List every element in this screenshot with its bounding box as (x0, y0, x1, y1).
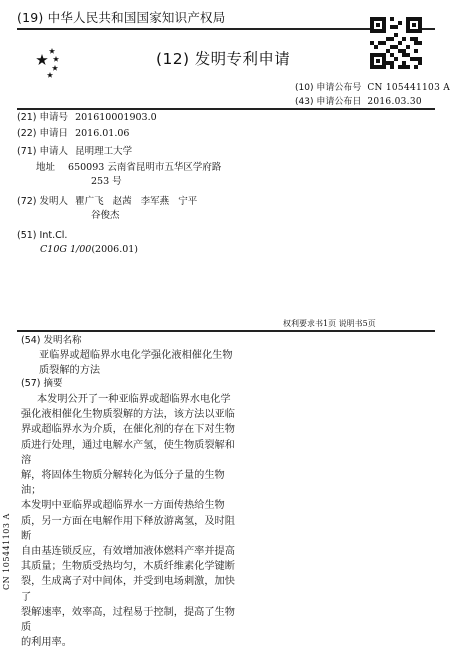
abstract-line: 强化液相催化生物质裂解的方法，该方法以亚临 (21, 409, 235, 421)
publication-number-row (295, 80, 450, 93)
title-label: (54) 发明名称 (21, 335, 82, 346)
application-number-label: (21) 申请号 (17, 112, 69, 123)
address-line-1: 650093 云南省昆明市五华区学府路 (68, 162, 222, 173)
publication-number: CN 105441103 A (367, 83, 451, 93)
inventor-row (17, 195, 197, 209)
inventor-label: (72) 发明人 (17, 196, 69, 207)
inventor-line-2-row (91, 209, 120, 223)
address-label: 地址 (36, 162, 56, 173)
title-line: 亚临界或超临界水电化学强化液相催化生物 (39, 350, 233, 361)
int-cl-classification (40, 244, 138, 255)
inventor-names-line-1: 瞿广飞 赵茜 李军燕 宁平 (75, 196, 198, 207)
application-date-label: (22) 申请日 (17, 128, 69, 139)
application-number: 201610001903.0 (75, 112, 157, 123)
abstract-line: 裂，生成离子对中间体，并受到电场刺激，加快了 (21, 576, 235, 603)
publication-date-label: (43) 申请公布日 (295, 97, 362, 107)
int-cl-code: C10G 1/00 (40, 244, 92, 255)
abstract-line: 界或超临界水为介质，在催化剂的存在下对生物 (21, 424, 235, 436)
office-name: (19) 中华人民共和国国家知识产权局 (17, 10, 226, 25)
publication-number-label: (10) 申请公布号 (295, 83, 362, 93)
abstract-line: 质，另一方面在电解作用下释放游离氢，及时阻断 (21, 515, 235, 542)
application-number-row (17, 111, 157, 125)
abstract-top-rule (17, 330, 435, 332)
cnipa-emblem-logo (22, 44, 108, 88)
application-date-row (17, 127, 129, 141)
abstract-body (21, 392, 241, 650)
invention-title (39, 348, 239, 378)
document-type-title: (12) 发明专利申请 (156, 50, 291, 68)
abstract-line: 解，将固体生物质分解转化为低分子量的生物油； (21, 470, 225, 497)
abstract-line: 的利用率。 (21, 637, 72, 649)
title-line: 质裂解的方法 (39, 365, 101, 377)
int-cl-row (17, 229, 67, 243)
publication-date: 2016.03.30 (367, 97, 422, 107)
applicant-name: 昆明理工大学 (75, 146, 133, 157)
abstract-line: 其质量；生物质受热均匀，木质纤维素化学键断 (21, 561, 235, 573)
header-bottom-rule (17, 108, 435, 110)
abstract-line: 自由基连锁反应，有效增加液体燃料产率并提高 (21, 546, 235, 558)
address-line-2-row (91, 175, 122, 189)
address-row (36, 161, 221, 175)
application-date: 2016.01.06 (75, 128, 130, 139)
publication-date-row (295, 94, 422, 107)
abstract-line: 裂解速率，效率高，过程易于控制，提高了生物质 (21, 606, 235, 634)
int-cl-year: (2006.01) (91, 244, 139, 255)
int-cl-label: (51) Int.Cl. (17, 230, 68, 241)
inventor-names-line-2: 谷俊杰 (91, 210, 120, 221)
page-count: 权利要求书1页 说明书5页 (283, 319, 376, 328)
abstract-line: 本发明公开了一种亚临界或超临界水电化学 (37, 394, 231, 405)
applicant-label: (71) 申请人 (17, 146, 69, 157)
qr-code (370, 17, 422, 69)
side-publication-code: CN 105441103 A (2, 513, 11, 590)
abstract-label: (57) 摘要 (21, 378, 63, 389)
abstract-line: 本发明中亚临界或超临界水一方面传热给生物 (21, 500, 225, 512)
abstract-line: 质进行处理，通过电解水产氢，使生物质裂解和溶 (21, 439, 235, 466)
address-line-2: 253 号 (91, 176, 122, 187)
applicant-row (17, 145, 132, 159)
